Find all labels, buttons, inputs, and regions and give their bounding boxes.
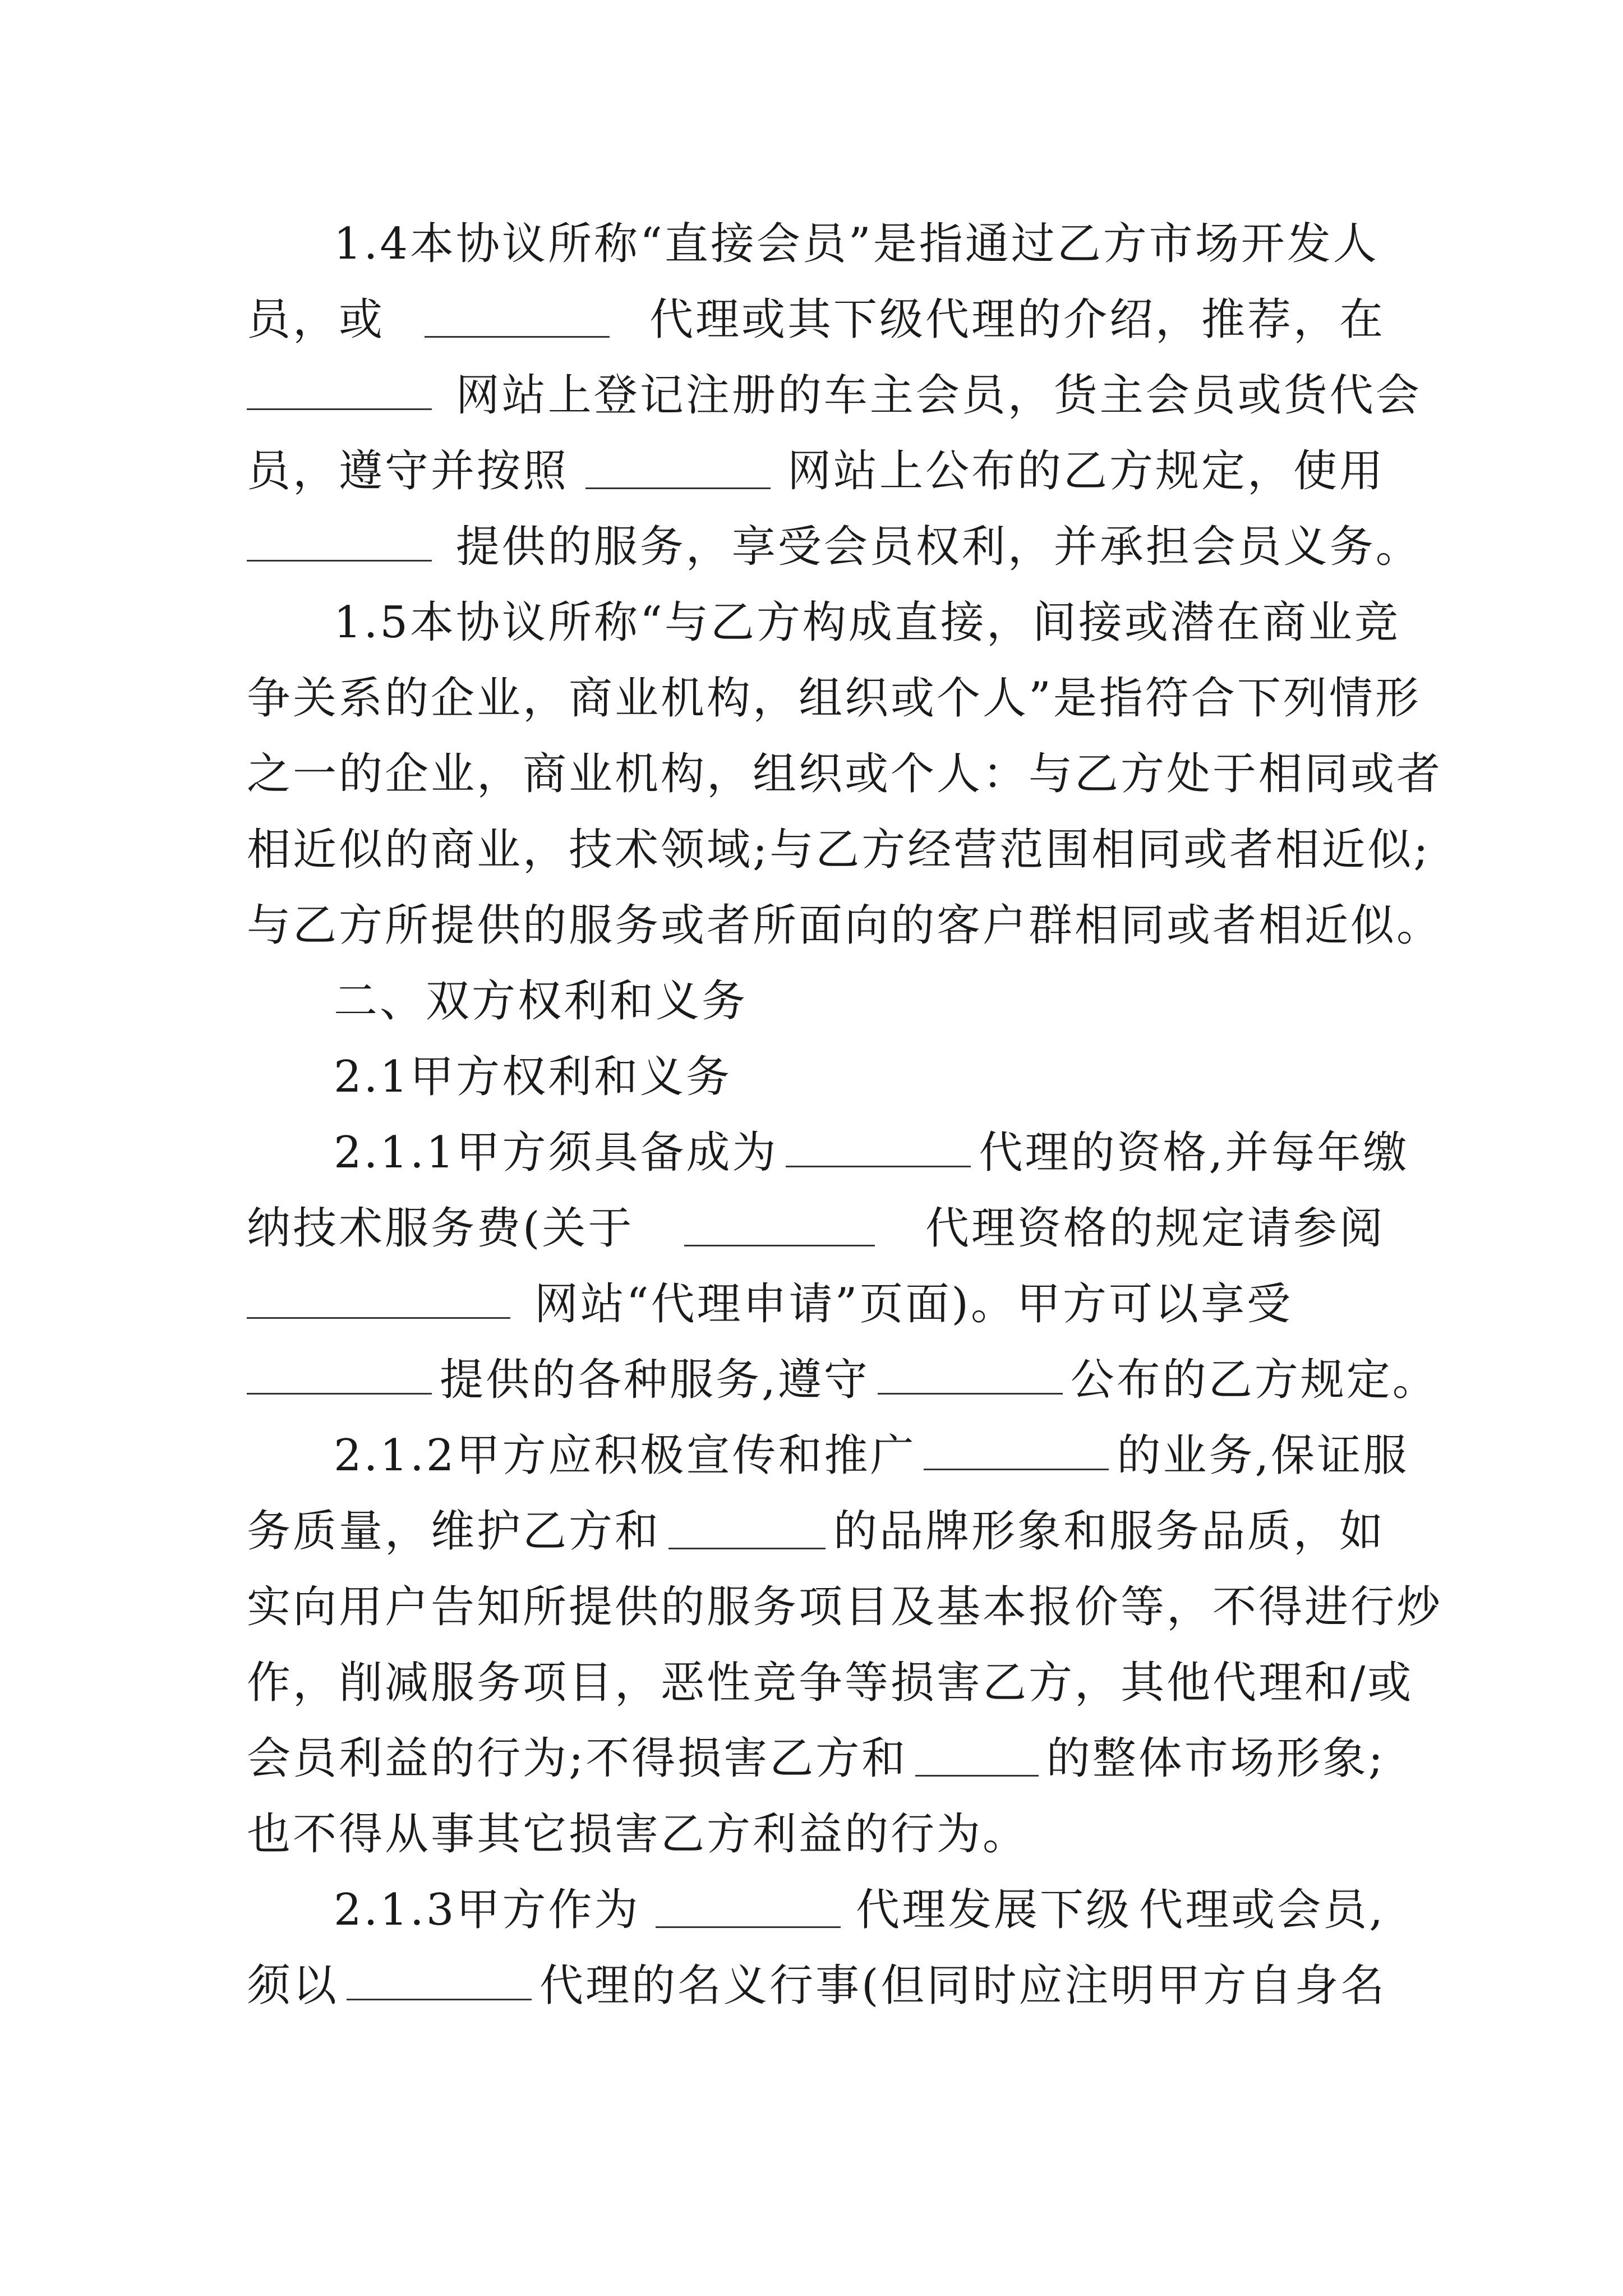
text: 的整体市场形象; bbox=[1046, 1733, 1385, 1784]
blank-field bbox=[915, 1741, 1038, 1777]
para-2-1-1-line-4 bbox=[247, 1346, 1438, 1414]
blank-field bbox=[247, 375, 432, 410]
text: 网站“代理申请”页面)。甲方可以享受 bbox=[534, 1279, 1293, 1329]
blank-field bbox=[684, 1211, 875, 1246]
para-2-1-2-line-2 bbox=[247, 1498, 1385, 1565]
para-1-4-line-3 bbox=[247, 362, 1422, 429]
section-heading-2 bbox=[334, 968, 1385, 1035]
text: 员，遵守并按照 bbox=[247, 446, 569, 496]
text: 作，削减服务项目，恶性竞争等损害乙方，其他代理和/或 bbox=[247, 1658, 1414, 1708]
text: 须以 bbox=[247, 1961, 339, 2011]
para-2-1-1-line-2 bbox=[247, 1195, 1385, 1262]
text: 的业务,保证服 bbox=[1117, 1430, 1409, 1481]
para-2-1-3-line-1 bbox=[334, 1876, 1385, 1944]
para-2-1-1-line-3 bbox=[247, 1271, 1385, 1338]
para-2-1-1-line-1 bbox=[334, 1119, 1409, 1186]
para-2-1-2-line-3 bbox=[247, 1573, 1443, 1641]
blank-field bbox=[585, 454, 771, 489]
text: 相近似的商业，技术领域;与乙方经营范围相同或者相近似; bbox=[247, 825, 1431, 875]
heading-text: 2.1甲方权利和义务 bbox=[334, 1052, 732, 1102]
heading-text: 二、双方权利和义务 bbox=[334, 976, 748, 1027]
text: 的品牌形象和服务品质，如 bbox=[833, 1506, 1385, 1557]
para-1-5-line-3 bbox=[247, 740, 1443, 808]
text: 公布的乙方规定。 bbox=[1070, 1355, 1438, 1405]
blank-field bbox=[247, 1359, 432, 1395]
blank-field bbox=[425, 302, 610, 338]
text: 代理资格的规定请参阅 bbox=[925, 1203, 1385, 1254]
para-1-5-line-5 bbox=[247, 892, 1443, 959]
text: 代理发展下级 bbox=[855, 1885, 1132, 1935]
para-2-1-2-line-1 bbox=[334, 1422, 1409, 1489]
para-1-5-line-2 bbox=[247, 665, 1421, 732]
text: 与乙方所提供的服务或者所面向的客户群相同或者相近似。 bbox=[247, 900, 1443, 951]
para-1-4-line-2 bbox=[247, 286, 1385, 353]
text: 网站上登记注册的车主会员，货主会员或货代会 bbox=[455, 370, 1422, 421]
blank-field bbox=[878, 1359, 1063, 1395]
blank-field bbox=[668, 1514, 826, 1549]
para-1-4-line-1 bbox=[334, 210, 1385, 278]
text: 纳技术服务费(关于 bbox=[247, 1203, 634, 1254]
text: 代理的名义行事(但同时应注明甲方自身名 bbox=[540, 1961, 1387, 2011]
text: 实向用户告知所提供的服务项目及基本报价等，不得进行炒 bbox=[247, 1582, 1443, 1632]
text: 争关系的企业，商业机构，组织或个人”是指符合下列情形 bbox=[247, 673, 1421, 724]
para-2-1-2-line-6 bbox=[247, 1801, 1385, 1868]
blank-field bbox=[247, 1283, 510, 1319]
para-2-1-3-line-2 bbox=[247, 1952, 1385, 2019]
para-2-1-2-line-4 bbox=[247, 1649, 1414, 1717]
text: 2.1.3甲方作为 bbox=[334, 1885, 640, 1935]
text: 网站上公布的乙方规定，使用 bbox=[787, 446, 1385, 496]
blank-field bbox=[786, 1132, 971, 1167]
para-1-4-line-4 bbox=[247, 438, 1385, 505]
text: 务质量，维护乙方和 bbox=[247, 1506, 661, 1557]
text: 员，或 bbox=[247, 295, 385, 345]
text: 代理的资格,并每年缴 bbox=[979, 1128, 1409, 1178]
blank-field bbox=[924, 1435, 1109, 1470]
section-heading-2-1 bbox=[334, 1043, 1385, 1111]
text: 1.5本协议所称“与乙方构成直接，间接或潜在商业竞 bbox=[334, 597, 1400, 648]
para-1-5-line-4 bbox=[247, 816, 1431, 884]
text: 2.1.2甲方应积极宣传和推广 bbox=[334, 1430, 916, 1481]
text: 也不得从事其它损害乙方利益的行为。 bbox=[247, 1809, 1029, 1860]
text: 提供的服务，享受会员权利，并承担会员义务。 bbox=[455, 522, 1422, 572]
text: 提供的各种服务,遵守 bbox=[440, 1355, 870, 1405]
text: 会员利益的行为;不得损害乙方和 bbox=[247, 1733, 908, 1784]
para-1-4-line-5 bbox=[247, 513, 1422, 581]
blank-field bbox=[347, 1965, 532, 2000]
para-2-1-2-line-5 bbox=[247, 1725, 1385, 1792]
text: 2.1.1甲方须具备成为 bbox=[334, 1128, 778, 1178]
blank-field bbox=[247, 526, 432, 562]
text: 1.4本协议所称“直接会员”是指通过乙方市场开发人 bbox=[334, 219, 1379, 269]
para-1-5-line-1 bbox=[334, 589, 1400, 656]
text: 代理或其下级代理的介绍，推荐，在 bbox=[649, 295, 1385, 345]
text: 代理或会员, bbox=[1139, 1885, 1385, 1935]
blank-field bbox=[656, 1893, 841, 1928]
text: 之一的企业，商业机构，组织或个人：与乙方处于相同或者 bbox=[247, 749, 1443, 799]
